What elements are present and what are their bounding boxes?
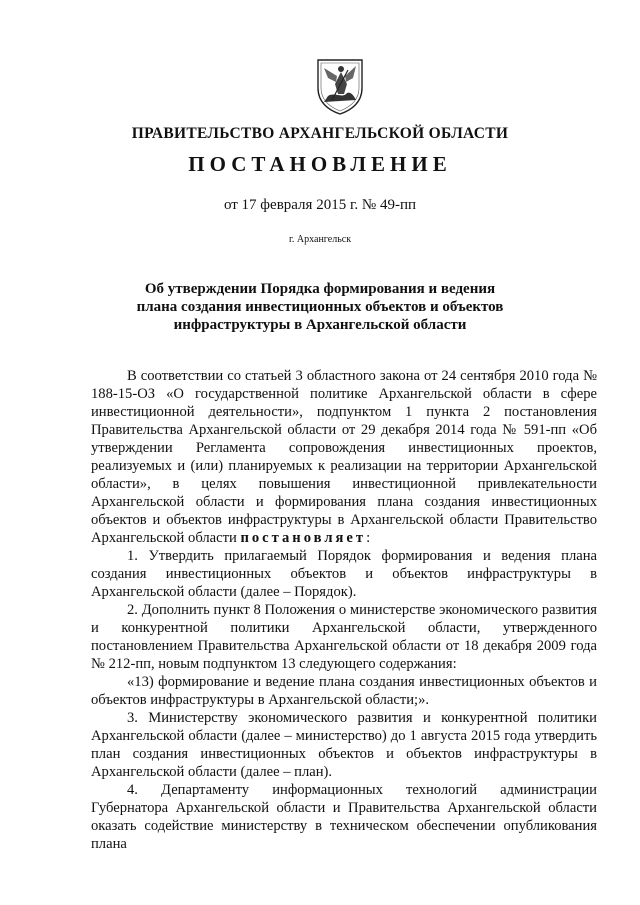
preamble-paragraph [91, 367, 597, 547]
government-name: ПРАВИТЕЛЬСТВО АРХАНГЕЛЬСКОЙ ОБЛАСТИ [131, 125, 509, 142]
document-type: ПОСТАНОВЛЕНИЕ [188, 152, 452, 176]
document-body [91, 367, 597, 853]
paragraph-item-1: 1. Утвердить прилагаемый Порядок формирования и ведения плана создания инвестиционных объектов и объектов инфраструктуры в Архангельской области (далее – Порядок). [91, 548, 597, 600]
decree-word: постановляет [240, 530, 367, 546]
decree-colon: : [366, 530, 371, 546]
document-date-number: от 17 февраля 2015 г. № 49-пп [223, 197, 417, 213]
paragraph-item-4: 4. Департаменту информационных технологий администрации Губернатора Архангельской области и Правительства Архангельской области оказать содействие министерству в техническом обеспечении опубликования плана [91, 782, 597, 852]
paragraph-item-2: 2. Дополнить пункт 8 Положения о министерстве экономического развития и конкурентной политики Архангельской области, утвержденного постановлением Правительства Архангельской области от 18 декабря 2009 года № 212-пп, новым подпунктом 13 следующего содержания: [91, 602, 597, 672]
preamble-text: В соответствии со статьей 3 областного закона от 24 сентября 2010 года № 188-15-ОЗ «О государственной политике Архангельской области в сфере инвестиционной деятельности», подпунктом 1 пункта 2 постановления Правительства Архангельской области от 29 декабря 2014 года № 591-пп «Об утверждении Регламента сопровождения инвестиционных проектов, реализуемых и (или) планируемых к реализации на территории Архангельской области», в целях повышения инвестиционной привлекательности Архангельской области и формирования плана создания инвестиционных объектов и объектов инфраструктуры в Архангельской области Правительство Архангельской области [91, 368, 597, 546]
title-line: плана создания инвестиционных объектов и объектов [136, 299, 504, 315]
coat-of-arms-icon [312, 54, 368, 116]
document-city: г. Архангельск [288, 234, 352, 245]
document-title [120, 280, 520, 334]
title-line: Об утверждении Порядка формирования и ведения [144, 281, 496, 297]
paragraph-item-3: 3. Министерству экономического развития и конкурентной политики Архангельской области (далее – министерство) до 1 августа 2015 года утвердить план создания инвестиционных объектов и объектов инфраструктуры в Архангельской области (далее – план). [91, 710, 597, 780]
paragraph-item-2-quote: «13) формирование и ведение плана создания инвестиционных объектов и объектов инфраструктуры в Архангельской области;». [91, 674, 597, 708]
title-line: инфраструктуры в Архангельской области [173, 317, 467, 333]
